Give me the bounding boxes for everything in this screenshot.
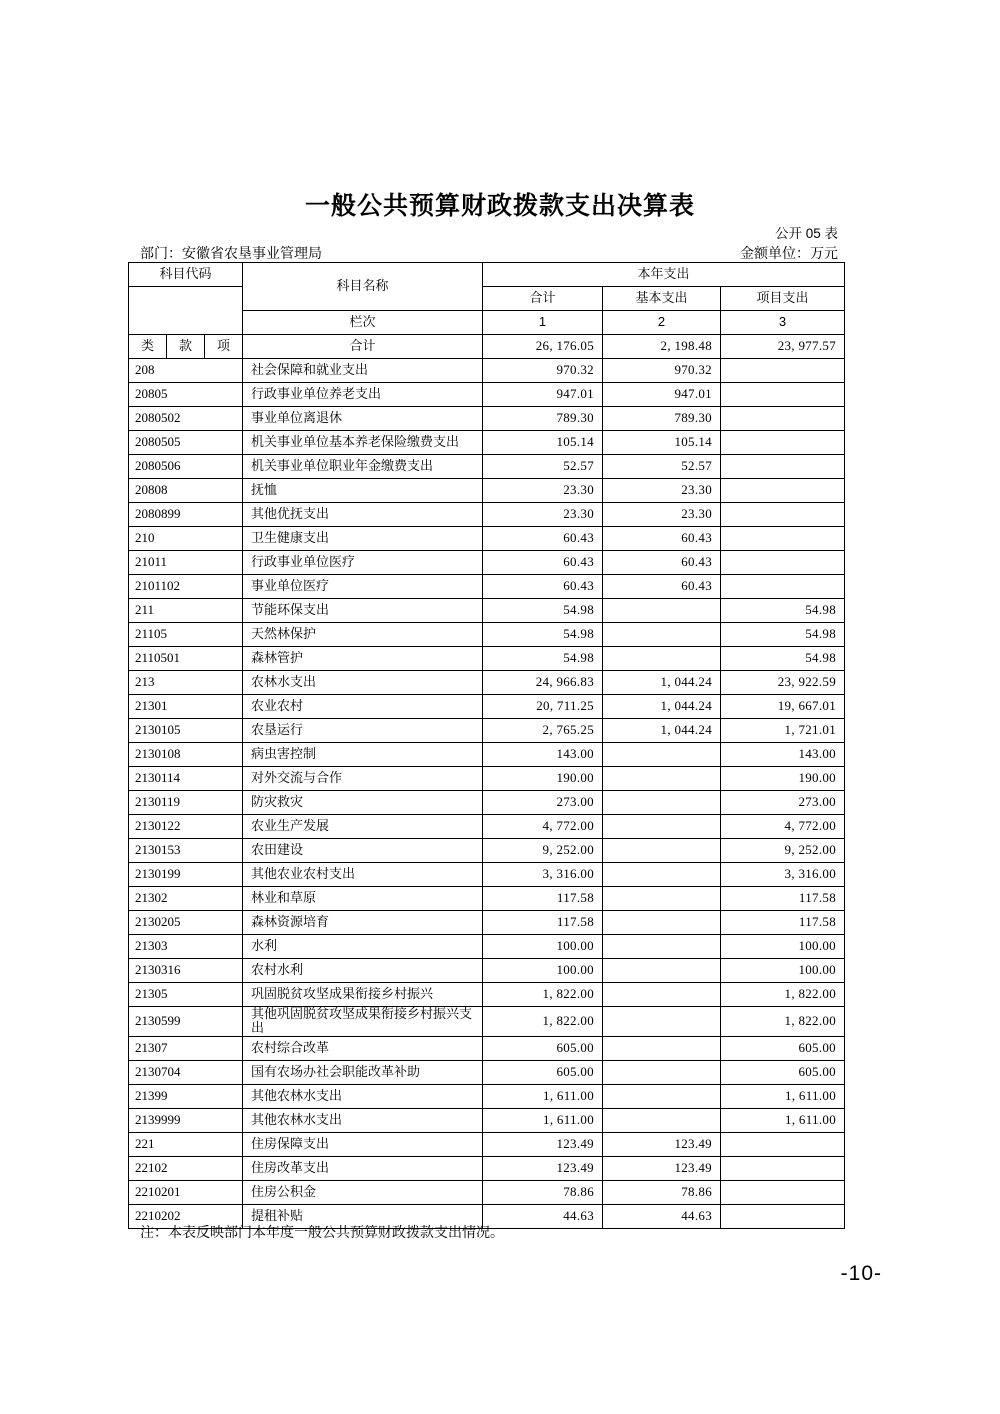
table-row (129, 383, 845, 407)
row-basic (603, 911, 721, 935)
row-project: 605.00 (721, 1060, 845, 1084)
row-code: 208 (129, 359, 243, 383)
row-total: 605.00 (483, 1060, 603, 1084)
row-basic: 23.30 (603, 503, 721, 527)
row-total: 143.00 (483, 743, 603, 767)
total-row-total: 26, 176.05 (483, 335, 603, 359)
row-project: 117.58 (721, 911, 845, 935)
table-row (129, 815, 845, 839)
table-row (129, 647, 845, 671)
row-total: 123.49 (483, 1156, 603, 1180)
row-code: 2130316 (129, 959, 243, 983)
row-basic (603, 791, 721, 815)
row-basic: 105.14 (603, 431, 721, 455)
row-code: 2130599 (129, 1007, 243, 1037)
table-row (129, 1180, 845, 1204)
row-basic: 23.30 (603, 479, 721, 503)
row-project (721, 551, 845, 575)
row-name: 住房公积金 (243, 1180, 483, 1204)
row-total: 54.98 (483, 599, 603, 623)
row-code: 2130205 (129, 911, 243, 935)
row-project (721, 503, 845, 527)
total-row-project: 23, 977.57 (721, 335, 845, 359)
row-name: 防灾救灾 (243, 791, 483, 815)
table-row (129, 887, 845, 911)
row-code: 2130119 (129, 791, 243, 815)
row-code: 2130108 (129, 743, 243, 767)
row-basic (603, 743, 721, 767)
table-row (129, 1007, 845, 1037)
row-name: 其他优抚支出 (243, 503, 483, 527)
row-code: 22102 (129, 1156, 243, 1180)
row-name: 住房保障支出 (243, 1132, 483, 1156)
table-row (129, 1060, 845, 1084)
row-code: 21305 (129, 983, 243, 1007)
table-row (129, 599, 845, 623)
table-row (129, 983, 845, 1007)
row-total: 1, 822.00 (483, 1007, 603, 1037)
row-name: 林业和草原 (243, 887, 483, 911)
row-project: 19, 667.01 (721, 695, 845, 719)
row-total: 605.00 (483, 1036, 603, 1060)
row-code: 21399 (129, 1084, 243, 1108)
row-name: 节能环保支出 (243, 599, 483, 623)
row-name: 住房改革支出 (243, 1156, 483, 1180)
row-basic (603, 983, 721, 1007)
row-name: 其他巩固脱贫攻坚成果衔接乡村振兴支出 (243, 1007, 483, 1037)
row-total: 52.57 (483, 455, 603, 479)
row-total: 100.00 (483, 935, 603, 959)
row-project: 100.00 (721, 959, 845, 983)
row-total: 4, 772.00 (483, 815, 603, 839)
row-basic: 1, 044.24 (603, 695, 721, 719)
row-basic (603, 1084, 721, 1108)
row-code: 2080899 (129, 503, 243, 527)
row-name: 农村综合改革 (243, 1036, 483, 1060)
row-code: 2080506 (129, 455, 243, 479)
row-total: 23.30 (483, 479, 603, 503)
row-name: 天然林保护 (243, 623, 483, 647)
table-row (129, 791, 845, 815)
table-header (129, 263, 845, 359)
row-name: 事业单位医疗 (243, 575, 483, 599)
header-code-subgroup (129, 287, 243, 335)
row-project: 273.00 (721, 791, 845, 815)
row-total: 54.98 (483, 647, 603, 671)
row-name: 提租补贴 (243, 1204, 483, 1228)
header-lanci: 栏次 (243, 311, 483, 335)
row-total: 1, 611.00 (483, 1084, 603, 1108)
row-total: 117.58 (483, 911, 603, 935)
row-name: 农业生产发展 (243, 815, 483, 839)
row-project (721, 407, 845, 431)
row-name: 对外交流与合作 (243, 767, 483, 791)
header-col-3: 3 (721, 311, 845, 335)
row-basic (603, 1060, 721, 1084)
row-code: 21302 (129, 887, 243, 911)
row-project (721, 479, 845, 503)
table-row (129, 527, 845, 551)
row-basic (603, 1108, 721, 1132)
header-code-group: 科目代码 (129, 263, 243, 287)
header-sub-total: 合计 (483, 287, 603, 311)
table-row (129, 959, 845, 983)
row-project (721, 455, 845, 479)
row-code: 21303 (129, 935, 243, 959)
row-code: 21307 (129, 1036, 243, 1060)
row-basic: 60.43 (603, 575, 721, 599)
row-basic: 970.32 (603, 359, 721, 383)
row-code: 2080502 (129, 407, 243, 431)
row-name: 森林资源培育 (243, 911, 483, 935)
table-row (129, 695, 845, 719)
header-kuan: 款 (167, 335, 205, 359)
header-year-expense: 本年支出 (483, 263, 845, 287)
row-code: 210 (129, 527, 243, 551)
row-code: 2101102 (129, 575, 243, 599)
row-project: 3, 316.00 (721, 863, 845, 887)
row-total: 78.86 (483, 1180, 603, 1204)
row-project (721, 431, 845, 455)
row-basic: 44.63 (603, 1204, 721, 1228)
row-name: 社会保障和就业支出 (243, 359, 483, 383)
row-name: 其他农业农村支出 (243, 863, 483, 887)
header-col-1: 1 (483, 311, 603, 335)
row-project: 4, 772.00 (721, 815, 845, 839)
row-project (721, 575, 845, 599)
row-total: 970.32 (483, 359, 603, 383)
row-code: 2210201 (129, 1180, 243, 1204)
row-code: 2130122 (129, 815, 243, 839)
header-lei: 类 (129, 335, 167, 359)
table-row (129, 671, 845, 695)
amount-unit-label: 金额单位：万元 (740, 245, 838, 261)
row-project: 1, 611.00 (721, 1108, 845, 1132)
row-name: 巩固脱贫攻坚成果衔接乡村振兴 (243, 983, 483, 1007)
row-basic: 123.49 (603, 1156, 721, 1180)
row-project: 117.58 (721, 887, 845, 911)
row-total: 1, 611.00 (483, 1108, 603, 1132)
table-row (129, 839, 845, 863)
row-name: 其他农林水支出 (243, 1108, 483, 1132)
table-row (129, 1036, 845, 1060)
row-basic (603, 815, 721, 839)
row-basic (603, 959, 721, 983)
row-name: 行政事业单位养老支出 (243, 383, 483, 407)
page-title: 一般公共预算财政拨款支出决算表 (304, 192, 695, 220)
row-total: 24, 966.83 (483, 671, 603, 695)
row-total: 2, 765.25 (483, 719, 603, 743)
row-basic (603, 887, 721, 911)
row-code: 2139999 (129, 1108, 243, 1132)
table-row (129, 911, 845, 935)
table-row (129, 575, 845, 599)
row-basic (603, 767, 721, 791)
row-project: 143.00 (721, 743, 845, 767)
row-basic: 1, 044.24 (603, 719, 721, 743)
row-name: 事业单位离退休 (243, 407, 483, 431)
table-row (129, 719, 845, 743)
row-project (721, 1132, 845, 1156)
row-code: 2130105 (129, 719, 243, 743)
row-basic (603, 935, 721, 959)
row-basic: 947.01 (603, 383, 721, 407)
row-name: 农村水利 (243, 959, 483, 983)
row-project: 100.00 (721, 935, 845, 959)
table-row (129, 1084, 845, 1108)
row-project (721, 1156, 845, 1180)
row-name: 森林管护 (243, 647, 483, 671)
budget-expenditure-table (128, 262, 845, 1229)
row-basic: 78.86 (603, 1180, 721, 1204)
row-project: 1, 822.00 (721, 983, 845, 1007)
row-name: 农田建设 (243, 839, 483, 863)
row-code: 21011 (129, 551, 243, 575)
row-total: 123.49 (483, 1132, 603, 1156)
row-total: 273.00 (483, 791, 603, 815)
row-code: 221 (129, 1132, 243, 1156)
row-name: 农垦运行 (243, 719, 483, 743)
row-total: 60.43 (483, 527, 603, 551)
row-total: 54.98 (483, 623, 603, 647)
row-basic: 60.43 (603, 551, 721, 575)
row-name: 其他农林水支出 (243, 1084, 483, 1108)
table-note: 注：本表反映部门本年度一般公共预算财政拨款支出情况。 (140, 1224, 504, 1240)
row-basic (603, 599, 721, 623)
row-code: 2130704 (129, 1060, 243, 1084)
row-code: 21301 (129, 695, 243, 719)
table-body (129, 359, 845, 1229)
row-total: 1, 822.00 (483, 983, 603, 1007)
row-code: 213 (129, 671, 243, 695)
table-row (129, 935, 845, 959)
row-code: 2130153 (129, 839, 243, 863)
table-row (129, 503, 845, 527)
row-project: 54.98 (721, 599, 845, 623)
row-project: 1, 611.00 (721, 1084, 845, 1108)
row-name: 卫生健康支出 (243, 527, 483, 551)
sheet-number: 公开 05 表 (774, 226, 838, 241)
row-total: 9, 252.00 (483, 839, 603, 863)
row-name: 水利 (243, 935, 483, 959)
row-name: 抚恤 (243, 479, 483, 503)
table-row (129, 431, 845, 455)
table-row (129, 1132, 845, 1156)
page-number: -10- (840, 1262, 882, 1285)
row-project: 54.98 (721, 647, 845, 671)
row-project: 1, 822.00 (721, 1007, 845, 1037)
row-basic: 52.57 (603, 455, 721, 479)
row-name: 机关事业单位职业年金缴费支出 (243, 455, 483, 479)
row-basic (603, 863, 721, 887)
row-name: 农林水支出 (243, 671, 483, 695)
table-row (129, 767, 845, 791)
row-code: 21105 (129, 623, 243, 647)
department-label: 部门：安徽省农垦事业管理局 (140, 245, 322, 261)
row-total: 789.30 (483, 407, 603, 431)
row-total: 100.00 (483, 959, 603, 983)
row-project: 54.98 (721, 623, 845, 647)
header-col-2: 2 (603, 311, 721, 335)
row-project: 605.00 (721, 1036, 845, 1060)
row-project: 190.00 (721, 767, 845, 791)
row-total: 117.58 (483, 887, 603, 911)
row-code: 2130114 (129, 767, 243, 791)
header-name-col: 科目名称 (243, 263, 483, 311)
table-row (129, 479, 845, 503)
row-total: 60.43 (483, 575, 603, 599)
row-project: 9, 252.00 (721, 839, 845, 863)
header-xiang: 项 (205, 335, 243, 359)
row-project (721, 383, 845, 407)
row-project (721, 527, 845, 551)
row-total: 190.00 (483, 767, 603, 791)
row-code: 20808 (129, 479, 243, 503)
row-project (721, 359, 845, 383)
row-basic (603, 623, 721, 647)
row-basic: 123.49 (603, 1132, 721, 1156)
header-sub-project: 项目支出 (721, 287, 845, 311)
row-project: 23, 922.59 (721, 671, 845, 695)
row-code: 2080505 (129, 431, 243, 455)
total-row-basic: 2, 198.48 (603, 335, 721, 359)
row-total: 947.01 (483, 383, 603, 407)
row-total: 3, 316.00 (483, 863, 603, 887)
row-name: 行政事业单位医疗 (243, 551, 483, 575)
row-project (721, 1204, 845, 1228)
row-basic (603, 1007, 721, 1037)
row-name: 国有农场办社会职能改革补助 (243, 1060, 483, 1084)
row-basic: 1, 044.24 (603, 671, 721, 695)
row-code: 211 (129, 599, 243, 623)
row-basic (603, 1036, 721, 1060)
row-total: 105.14 (483, 431, 603, 455)
row-code: 2130199 (129, 863, 243, 887)
row-code: 20805 (129, 383, 243, 407)
row-total: 23.30 (483, 503, 603, 527)
row-code: 2110501 (129, 647, 243, 671)
table-row (129, 1108, 845, 1132)
header-sub-basic: 基本支出 (603, 287, 721, 311)
table-row (129, 407, 845, 431)
table-row (129, 551, 845, 575)
row-basic: 789.30 (603, 407, 721, 431)
row-name: 机关事业单位基本养老保险缴费支出 (243, 431, 483, 455)
table-row (129, 863, 845, 887)
table-row (129, 455, 845, 479)
row-total: 60.43 (483, 551, 603, 575)
row-basic (603, 647, 721, 671)
table-row (129, 359, 845, 383)
row-total: 20, 711.25 (483, 695, 603, 719)
row-name: 病虫害控制 (243, 743, 483, 767)
table-row (129, 623, 845, 647)
row-basic (603, 839, 721, 863)
row-project: 1, 721.01 (721, 719, 845, 743)
row-project (721, 1180, 845, 1204)
row-name: 农业农村 (243, 695, 483, 719)
table-row (129, 1156, 845, 1180)
row-code: 2210202 (129, 1204, 243, 1228)
row-basic: 60.43 (603, 527, 721, 551)
table-row (129, 743, 845, 767)
row-total: 44.63 (483, 1204, 603, 1228)
total-row-label: 合计 (243, 335, 483, 359)
